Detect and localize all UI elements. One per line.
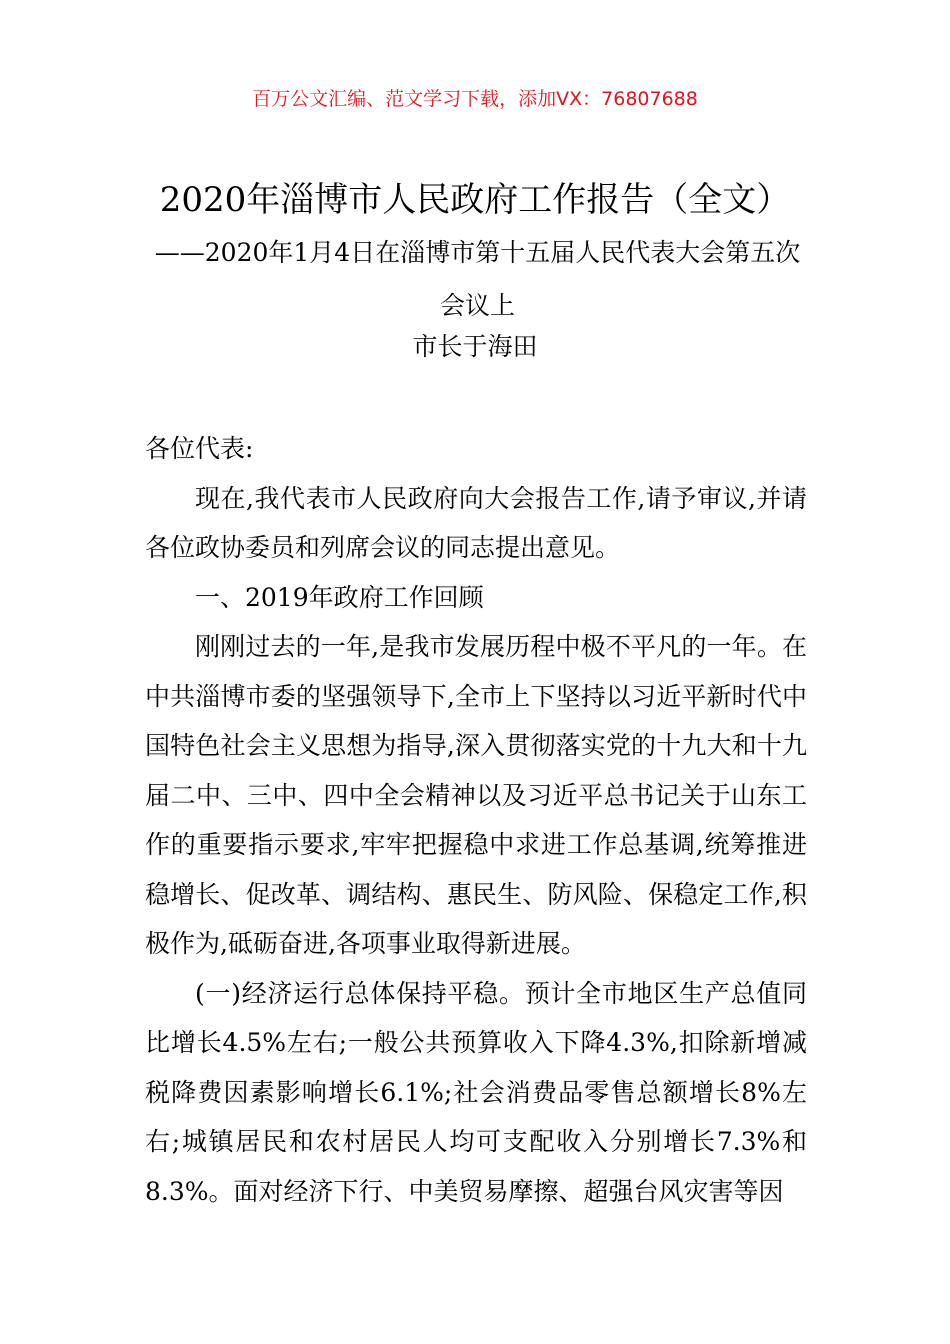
document-author: 市长于海田 [412,332,538,361]
document-subtitle: ——2020年1月4日在淄博市第十五届人民代表大会第五次会议上 [154,238,801,320]
section-heading: 一、2019年政府工作回顾 [195,582,484,612]
body-paragraph: (一)经济运行总体保持平稳。预计全市地区生产总值同比增长4.5%左右;一般公共预算收入下降4.3%,扣除新增减税降费因素影响增长6.1%;社会消费品零售总额增长8%左右;城镇居民和农村居民人均可支配收入分别增长7.3%和8.3%。面对经济下行、中美贸易摩擦、超强台风灾害等因 [145,978,807,1206]
watermark-banner: 百万公文汇编、范文学习下载，添加VX：76807688 [252,88,698,110]
salutation: 各位代表: [145,434,254,463]
body-paragraph: 现在,我代表市人民政府向大会报告工作,请予审议,并请各位政协委员和列席会议的同志提出意见。 [145,483,807,562]
body-paragraph: 刚刚过去的一年,是我市发展历程中极不平凡的一年。在中共淄博市委的坚强领导下,全市上下坚持以习近平新时代中国特色社会主义思想为指导,深入贯彻落实党的十九大和十九届二中、三中、四中全会精神以及习近平总书记关于山东工作的重要指示要求,牢牢把握稳中求进工作总基调,统筹推进稳增长、促改革、调结构、惠民生、防风险、保稳定工作,积极作为,砥砺奋进,各项事业取得新进展。 [145,632,807,958]
document-body [145,424,807,1216]
document-title: 2020年淄博市人民政府工作报告（全文） [159,180,791,220]
